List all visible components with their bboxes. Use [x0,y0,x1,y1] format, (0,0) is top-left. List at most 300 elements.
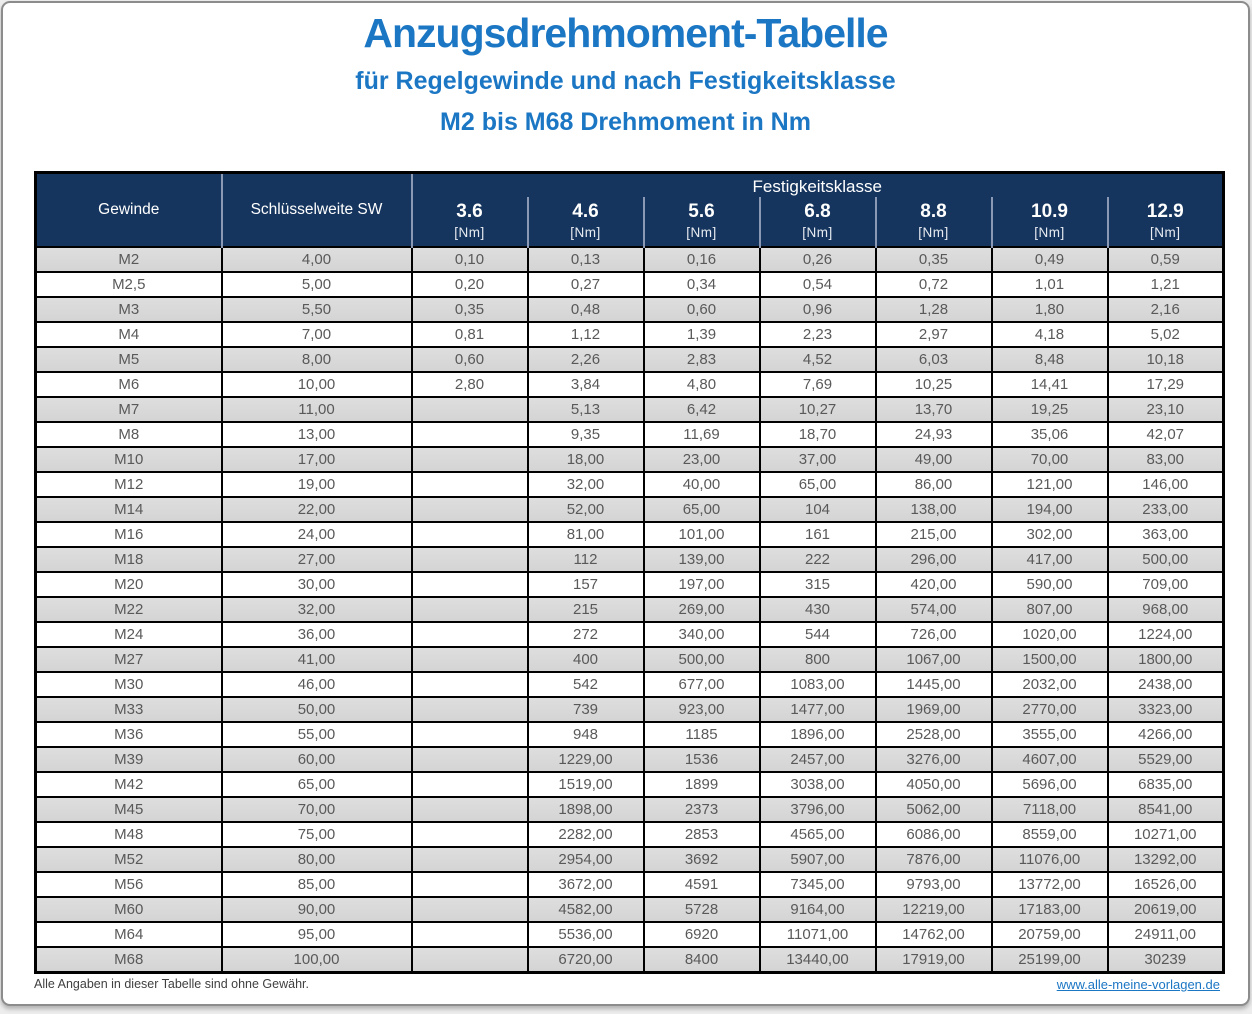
cell-torque-value: 544 [760,622,876,647]
cell-torque-value: 222 [760,547,876,572]
cell-torque-value: 0,60 [644,297,760,322]
cell-torque-value [412,647,528,672]
cell-torque-value: 590,00 [992,572,1108,597]
cell-schluesselweite: 75,00 [222,822,412,847]
table-row [36,897,1224,922]
cell-torque-value: 1229,00 [528,747,644,772]
class-label: 12.9 [1146,200,1184,222]
cell-torque-value: 2457,00 [760,747,876,772]
cell-schluesselweite: 5,00 [222,272,412,297]
cell-gewinde: M48 [36,822,222,847]
page-subtitle-1: für Regelgewinde und nach Festigkeitsklasse [355,67,896,96]
cell-torque-value: 2,80 [412,372,528,397]
cell-torque-value: 726,00 [876,622,992,647]
cell-torque-value [412,597,528,622]
class-label: 4.6 [572,200,599,222]
cell-torque-value: 11,69 [644,422,760,447]
cell-torque-value [412,772,528,797]
cell-torque-value: 420,00 [876,572,992,597]
cell-torque-value: 13,70 [876,397,992,422]
cell-torque-value: 0,20 [412,272,528,297]
cell-torque-value: 5536,00 [528,922,644,947]
table-row [36,797,1224,822]
cell-torque-value: 542 [528,672,644,697]
cell-torque-value: 2954,00 [528,847,644,872]
class-label: 10.9 [1031,200,1068,222]
cell-schluesselweite: 11,00 [222,397,412,422]
cell-schluesselweite: 90,00 [222,897,412,922]
website-link[interactable]: www.alle-meine-vorlagen.de [1056,977,1220,992]
table-row [36,747,1224,772]
cell-gewinde: M18 [36,547,222,572]
cell-gewinde: M39 [36,747,222,772]
cell-torque-value [412,572,528,597]
cell-gewinde: M12 [36,472,222,497]
cell-torque-value: 9793,00 [876,872,992,897]
cell-gewinde: M45 [36,797,222,822]
cell-torque-value: 11076,00 [992,847,1108,872]
col-header-class-8.8 [876,197,992,247]
cell-torque-value: 3323,00 [1108,697,1224,722]
cell-torque-value: 8541,00 [1108,797,1224,822]
cell-torque-value: 37,00 [760,447,876,472]
cell-torque-value [412,747,528,772]
cell-torque-value: 7118,00 [992,797,1108,822]
cell-torque-value: 4607,00 [992,747,1108,772]
cell-torque-value: 8559,00 [992,822,1108,847]
cell-schluesselweite: 17,00 [222,447,412,472]
cell-schluesselweite: 95,00 [222,922,412,947]
cell-torque-value: 9164,00 [760,897,876,922]
cell-schluesselweite: 7,00 [222,322,412,347]
cell-torque-value: 677,00 [644,672,760,697]
cell-torque-value [412,822,528,847]
cell-torque-value: 23,00 [644,447,760,472]
cell-torque-value: 0,35 [876,247,992,272]
cell-torque-value: 2032,00 [992,672,1108,697]
document-page [1,1,1250,1006]
cell-torque-value: 10,25 [876,372,992,397]
class-label: 5.6 [688,200,715,222]
col-header-class-12.9 [1108,197,1224,247]
cell-torque-value: 139,00 [644,547,760,572]
cell-torque-value: 2,16 [1108,297,1224,322]
cell-schluesselweite: 24,00 [222,522,412,547]
cell-schluesselweite: 13,00 [222,422,412,447]
cell-torque-value: 13772,00 [992,872,1108,897]
cell-torque-value: 65,00 [760,472,876,497]
cell-gewinde: M52 [36,847,222,872]
cell-torque-value: 340,00 [644,622,760,647]
cell-gewinde: M27 [36,647,222,672]
unit-label: [Nm] [802,225,833,241]
cell-schluesselweite: 85,00 [222,872,412,897]
table-row [36,372,1224,397]
cell-torque-value: 86,00 [876,472,992,497]
cell-torque-value: 215,00 [876,522,992,547]
cell-torque-value: 5696,00 [992,772,1108,797]
cell-torque-value [412,797,528,822]
cell-torque-value: 8400 [644,947,760,972]
cell-torque-value: 112 [528,547,644,572]
cell-torque-value: 5062,00 [876,797,992,822]
cell-torque-value: 0,34 [644,272,760,297]
cell-torque-value [412,547,528,572]
cell-schluesselweite: 5,50 [222,297,412,322]
cell-torque-value: 4565,00 [760,822,876,847]
cell-torque-value: 215 [528,597,644,622]
cell-schluesselweite: 46,00 [222,672,412,697]
cell-torque-value: 923,00 [644,697,760,722]
cell-schluesselweite: 30,00 [222,572,412,597]
cell-torque-value: 3672,00 [528,872,644,897]
disclaimer-text: Alle Angaben in dieser Tabelle sind ohne Gewähr. [34,977,309,991]
cell-torque-value: 19,25 [992,397,1108,422]
table-row [36,397,1224,422]
group-header-festigkeitsklasse: Festigkeitsklasse [412,173,1224,198]
cell-torque-value: 302,00 [992,522,1108,547]
table-row [36,822,1224,847]
cell-torque-value: 65,00 [644,497,760,522]
cell-gewinde: M5 [36,347,222,372]
cell-gewinde: M8 [36,422,222,447]
cell-torque-value: 0,59 [1108,247,1224,272]
torque-table [34,171,1225,974]
cell-torque-value: 2,23 [760,322,876,347]
cell-torque-value: 500,00 [644,647,760,672]
page-title: Anzugsdrehmoment-Tabelle [363,10,888,56]
footer [34,977,1220,992]
cell-torque-value: 138,00 [876,497,992,522]
cell-torque-value: 0,27 [528,272,644,297]
cell-torque-value: 2528,00 [876,722,992,747]
cell-gewinde: M33 [36,697,222,722]
table-row [36,272,1224,297]
cell-schluesselweite: 36,00 [222,622,412,647]
table-row [36,672,1224,697]
cell-gewinde: M56 [36,872,222,897]
cell-gewinde: M16 [36,522,222,547]
cell-torque-value: 5907,00 [760,847,876,872]
cell-torque-value: 2438,00 [1108,672,1224,697]
cell-torque-value: 5728 [644,897,760,922]
cell-torque-value: 3796,00 [760,797,876,822]
table-row [36,522,1224,547]
cell-torque-value: 1896,00 [760,722,876,747]
cell-torque-value: 121,00 [992,472,1108,497]
cell-torque-value: 315 [760,572,876,597]
table-row [36,722,1224,747]
cell-gewinde: M7 [36,397,222,422]
table-row [36,447,1224,472]
cell-torque-value: 0,49 [992,247,1108,272]
cell-torque-value: 1,39 [644,322,760,347]
cell-torque-value: 3692 [644,847,760,872]
cell-gewinde: M20 [36,572,222,597]
cell-torque-value: 42,07 [1108,422,1224,447]
cell-torque-value: 7876,00 [876,847,992,872]
cell-torque-value [412,847,528,872]
cell-torque-value: 20619,00 [1108,897,1224,922]
col-header-schluesselweite: Schlüsselweite SW [222,173,412,248]
cell-torque-value: 3,84 [528,372,644,397]
table-row [36,497,1224,522]
unit-label: [Nm] [918,225,949,241]
page-subtitle-2: M2 bis M68 Drehmoment in Nm [440,107,811,136]
cell-torque-value: 7345,00 [760,872,876,897]
cell-schluesselweite: 70,00 [222,797,412,822]
col-header-class-3.6 [412,197,528,247]
cell-torque-value: 4,18 [992,322,1108,347]
cell-torque-value: 2770,00 [992,697,1108,722]
cell-torque-value: 417,00 [992,547,1108,572]
cell-torque-value: 4050,00 [876,772,992,797]
cell-torque-value: 8,48 [992,347,1108,372]
cell-schluesselweite: 27,00 [222,547,412,572]
cell-gewinde: M3 [36,297,222,322]
cell-schluesselweite: 10,00 [222,372,412,397]
cell-torque-value: 6,42 [644,397,760,422]
cell-torque-value: 6086,00 [876,822,992,847]
cell-torque-value: 0,10 [412,247,528,272]
unit-label: [Nm] [454,225,485,241]
table-row [36,347,1224,372]
cell-torque-value: 0,54 [760,272,876,297]
cell-torque-value: 0,96 [760,297,876,322]
cell-torque-value [412,522,528,547]
cell-torque-value [412,472,528,497]
cell-torque-value: 2,26 [528,347,644,372]
cell-torque-value: 197,00 [644,572,760,597]
cell-torque-value: 6720,00 [528,947,644,972]
cell-torque-value: 6835,00 [1108,772,1224,797]
cell-torque-value: 1083,00 [760,672,876,697]
cell-torque-value: 16526,00 [1108,872,1224,897]
cell-torque-value: 5,13 [528,397,644,422]
cell-torque-value [412,447,528,472]
cell-torque-value: 269,00 [644,597,760,622]
cell-gewinde: M42 [36,772,222,797]
cell-schluesselweite: 19,00 [222,472,412,497]
cell-torque-value: 23,10 [1108,397,1224,422]
cell-torque-value: 800 [760,647,876,672]
cell-torque-value: 1445,00 [876,672,992,697]
cell-torque-value: 3038,00 [760,772,876,797]
cell-schluesselweite: 41,00 [222,647,412,672]
cell-torque-value: 10271,00 [1108,822,1224,847]
cell-torque-value: 194,00 [992,497,1108,522]
class-label: 6.8 [804,200,831,222]
table-row [36,247,1224,272]
cell-torque-value: 2,83 [644,347,760,372]
cell-schluesselweite: 80,00 [222,847,412,872]
cell-torque-value: 6920 [644,922,760,947]
cell-torque-value: 9,35 [528,422,644,447]
cell-torque-value: 2,97 [876,322,992,347]
cell-torque-value: 948 [528,722,644,747]
cell-torque-value: 146,00 [1108,472,1224,497]
cell-torque-value: 1969,00 [876,697,992,722]
table-row [36,297,1224,322]
unit-label: [Nm] [1034,225,1065,241]
cell-torque-value: 10,18 [1108,347,1224,372]
cell-torque-value: 17919,00 [876,947,992,972]
cell-torque-value: 12219,00 [876,897,992,922]
cell-torque-value: 52,00 [528,497,644,522]
cell-torque-value [412,397,528,422]
cell-schluesselweite: 100,00 [222,947,412,972]
cell-torque-value [412,897,528,922]
col-header-class-10.9 [992,197,1108,247]
table-row [36,622,1224,647]
cell-torque-value: 1500,00 [992,647,1108,672]
cell-torque-value: 4266,00 [1108,722,1224,747]
col-header-class-4.6 [528,197,644,247]
cell-torque-value: 709,00 [1108,572,1224,597]
col-header-class-5.6 [644,197,760,247]
cell-torque-value: 500,00 [1108,547,1224,572]
cell-torque-value: 0,35 [412,297,528,322]
cell-schluesselweite: 60,00 [222,747,412,772]
cell-torque-value: 7,69 [760,372,876,397]
cell-torque-value: 1519,00 [528,772,644,797]
cell-torque-value: 807,00 [992,597,1108,622]
cell-schluesselweite: 65,00 [222,772,412,797]
cell-torque-value: 17183,00 [992,897,1108,922]
cell-torque-value [412,722,528,747]
cell-gewinde: M60 [36,897,222,922]
cell-gewinde: M4 [36,322,222,347]
table-row [36,697,1224,722]
class-label: 8.8 [920,200,947,222]
cell-torque-value: 32,00 [528,472,644,497]
unit-label: [Nm] [570,225,601,241]
cell-torque-value: 0,72 [876,272,992,297]
cell-torque-value: 1477,00 [760,697,876,722]
cell-torque-value: 6,03 [876,347,992,372]
cell-torque-value: 0,60 [412,347,528,372]
cell-torque-value: 296,00 [876,547,992,572]
table-row [36,847,1224,872]
table-row [36,872,1224,897]
cell-torque-value: 4,80 [644,372,760,397]
cell-torque-value: 1,80 [992,297,1108,322]
table-header [36,173,1224,248]
cell-torque-value [412,922,528,947]
table-row [36,597,1224,622]
cell-gewinde: M68 [36,947,222,972]
cell-torque-value: 0,16 [644,247,760,272]
cell-torque-value: 5,02 [1108,322,1224,347]
table-row [36,422,1224,447]
cell-gewinde: M10 [36,447,222,472]
cell-gewinde: M2,5 [36,272,222,297]
cell-torque-value: 4,52 [760,347,876,372]
cell-torque-value: 11071,00 [760,922,876,947]
cell-torque-value: 2373 [644,797,760,822]
cell-torque-value: 5529,00 [1108,747,1224,772]
cell-torque-value: 1067,00 [876,647,992,672]
cell-torque-value: 1185 [644,722,760,747]
table-row [36,922,1224,947]
class-label: 3.6 [456,200,483,222]
cell-torque-value: 739 [528,697,644,722]
cell-gewinde: M64 [36,922,222,947]
cell-torque-value: 1899 [644,772,760,797]
table-row [36,322,1224,347]
table-row [36,947,1224,972]
cell-torque-value: 20759,00 [992,922,1108,947]
cell-torque-value: 400 [528,647,644,672]
cell-gewinde: M14 [36,497,222,522]
cell-torque-value: 18,70 [760,422,876,447]
cell-torque-value [412,672,528,697]
cell-torque-value: 17,29 [1108,372,1224,397]
cell-schluesselweite: 4,00 [222,247,412,272]
cell-torque-value: 40,00 [644,472,760,497]
cell-torque-value: 161 [760,522,876,547]
cell-torque-value: 81,00 [528,522,644,547]
cell-torque-value: 18,00 [528,447,644,472]
cell-torque-value: 1,28 [876,297,992,322]
cell-torque-value: 1536 [644,747,760,772]
cell-torque-value: 363,00 [1108,522,1224,547]
table-row [36,572,1224,597]
table-row [36,647,1224,672]
cell-torque-value: 24911,00 [1108,922,1224,947]
table-row [36,472,1224,497]
cell-torque-value: 3555,00 [992,722,1108,747]
cell-torque-value: 1,01 [992,272,1108,297]
cell-torque-value: 30239 [1108,947,1224,972]
cell-torque-value: 14,41 [992,372,1108,397]
cell-torque-value: 430 [760,597,876,622]
cell-torque-value: 24,93 [876,422,992,447]
col-header-class-6.8 [760,197,876,247]
cell-torque-value: 1,12 [528,322,644,347]
cell-torque-value: 1020,00 [992,622,1108,647]
cell-torque-value: 2853 [644,822,760,847]
col-header-gewinde: Gewinde [36,173,222,248]
cell-torque-value: 157 [528,572,644,597]
cell-gewinde: M22 [36,597,222,622]
cell-torque-value [412,622,528,647]
cell-gewinde: M6 [36,372,222,397]
table-body [36,247,1224,972]
cell-torque-value: 13292,00 [1108,847,1224,872]
unit-label: [Nm] [686,225,717,241]
cell-torque-value: 49,00 [876,447,992,472]
cell-torque-value [412,497,528,522]
cell-torque-value: 0,13 [528,247,644,272]
cell-schluesselweite: 22,00 [222,497,412,522]
table-row [36,772,1224,797]
cell-torque-value: 1224,00 [1108,622,1224,647]
cell-torque-value: 2282,00 [528,822,644,847]
cell-schluesselweite: 55,00 [222,722,412,747]
cell-torque-value: 574,00 [876,597,992,622]
table-row [36,547,1224,572]
cell-torque-value: 3276,00 [876,747,992,772]
cell-torque-value: 0,48 [528,297,644,322]
cell-torque-value [412,947,528,972]
cell-torque-value: 4591 [644,872,760,897]
cell-gewinde: M2 [36,247,222,272]
cell-schluesselweite: 50,00 [222,697,412,722]
cell-torque-value: 14762,00 [876,922,992,947]
cell-torque-value [412,872,528,897]
cell-schluesselweite: 8,00 [222,347,412,372]
